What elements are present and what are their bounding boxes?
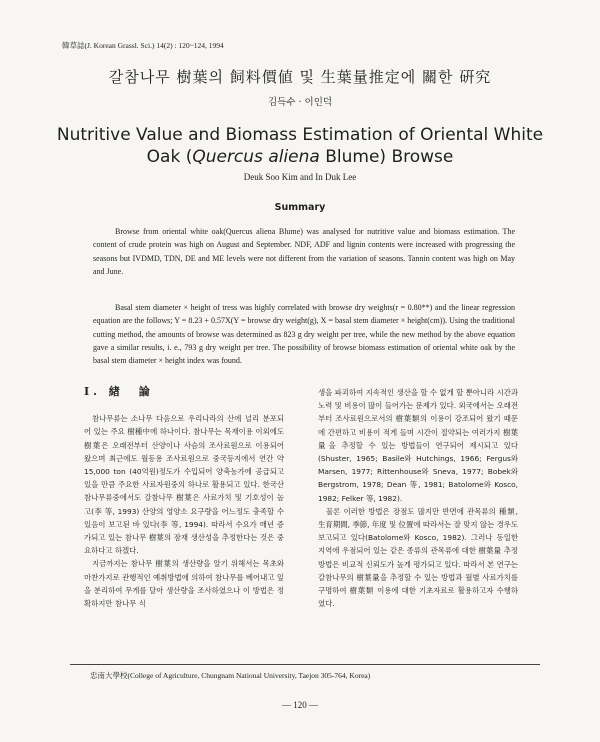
summary-heading: Summary xyxy=(274,202,326,213)
page-number: — 120 — xyxy=(282,700,318,710)
english-authors: Deuk Soo Kim and In Duk Lee xyxy=(243,172,357,182)
affiliation-footnote: 忠南大學校(College of Agriculture, Chungnam National University, Taejon 305-764, Korea) xyxy=(90,671,371,680)
english-title-pre: Oak ( xyxy=(146,147,193,167)
korean-title: 갈참나무 樹葉의 飼料價値 및 生葉量推定에 關한 硏究 xyxy=(108,68,492,86)
intro-paragraph-2: 지금까지는 참나무 樹葉의 생산량을 알기 위해서는 목초와 마찬가지로 관행적인 예취방법에 의하여 참나무를 베어내고 잎을 분리하여 무게를 달아 생산량을 조사하였으나 이 방법은 정확하지만 참나무 식 xyxy=(84,559,284,609)
intro-paragraph-1: 참나무류는 소나무 다음으로 우리나라의 산에 널리 분포되어 있는 주요 樹種中에 하나이다. 참나무는 목재이용 이외에도 樹葉은 오래전부터 산양이나 사슴의 조사료원으로 이용되어 왔으며 최근에도 월동용 조사료원으로 중국등지에서 연간 약 15,000 ton (40억원)정도가 수입되어 양축농가에 공급되고 있을 만큼 주요한 사료자원중의 하나로 활용되고 있다. 한국산 참나무류중에서도 갈참나무 樹葉은 사료가치 및 기호성이 높고(李 等, 1993) 산양의 영양소 요구량을 어느정도 충족할 수 있음이 보고된 바 있다(李 等, 1994). 따라서 수요가 매년 증가되고 있는 참나무 樹葉의 잠재 생산성을 추정한다는 것은 중요하다고 하겠다. xyxy=(84,414,284,556)
summary-text-1: Browse from oriental white oak(Quercus aliena Blume) was analysed for nutritive value and biomass estimation. The content of crude protein was high on August and September. NDF, ADF and lignin contents were increased with progressing the seasons but IVDMD, TDN, DE and ME levels were not different from the variation of seasons. Tannin content was high on May and June. xyxy=(93,227,515,276)
korean-authors: 김득수 · 이인덕 xyxy=(267,97,333,108)
journal-citation: 韓草誌(J. Korean Grassl. Sci.) 14(2) : 120~124, 1994 xyxy=(62,41,224,50)
species-name: Quercus aliena xyxy=(192,147,320,167)
section-heading-introduction: I. 緖 論 xyxy=(84,385,154,398)
english-title-post: Blume) Browse xyxy=(319,147,454,167)
summary-paragraph-2 xyxy=(93,301,515,367)
english-title-line2 xyxy=(0,146,600,168)
intro-paragraph-4: 물론 이러한 방법은 장점도 많지만 반면에 관목류의 種類, 生育期間, 季節, 年度 및 位置에 따라서는 잘 맞지 않는 경우도 보고되고 있다(Batolome와 Kosco, 1982). 그러나 동일한 지역에 우점되어 있는 같은 종류의 관목류에 대한 樹葉量 추정방법은 비교적 신뢰도가 높게 평가되고 있다. 따라서 본 연구는 갈참나무의 樹葉量을 추정할 수 있는 방법과 월별 사료가치를 구명하여 樹葉類 이용에 대한 기초자료로 활용하고자 수행하였다. xyxy=(318,506,518,609)
body-column-right xyxy=(318,386,518,610)
body-column-left xyxy=(84,385,284,610)
intro-paragraph-3: 생을 파괴하여 지속적인 생산을 할 수 없게 할 뿐아니라 시간과 노력 및 비용이 많이 들어가는 문제가 있다. 외국에서는 오래전부터 조사료원으로서의 樹葉類의 이용이 강조되어 왔기 때문에 간편하고 비용이 적게 들며 시간이 절약되는 여러가지 樹葉量을 추정할 수 있는 방법들이 연구되어 제시되고 있다(Shuster, 1965; Basile와 Hutchings, 1966; Fergus와 Marsen, 1977; Rittenhouse와 Sneva, 1977; Bobek와 Bergstrom, 1978; Dean 等, 1981; Batolome와 Kosco, 1982; Felker 等, 1982). xyxy=(318,388,518,503)
english-title xyxy=(0,124,600,168)
footnote-divider xyxy=(70,664,540,665)
summary-text-2: Basal stem diameter × height of tress was highly correlated with browse dry weights(r = 0.80**) and the linear regression equation are the follows; Y = 8.23 + 0.57X(Y = browse dry weight(g), X = basal stem diameter × height(cm)). Using the traditional cutting method, the amounts of browse was determined as 823 g dry weight per tree, while the new method by the above equation gave a similar results, i. e., 793 g dry weight per tree. The possibility of browse biomass estimation of oriental white oak by the basal stem diameter × height index was found. xyxy=(93,303,515,366)
summary-paragraph-1 xyxy=(93,225,515,278)
english-title-line1: Nutritive Value and Biomass Estimation of Oriental White xyxy=(56,125,544,145)
